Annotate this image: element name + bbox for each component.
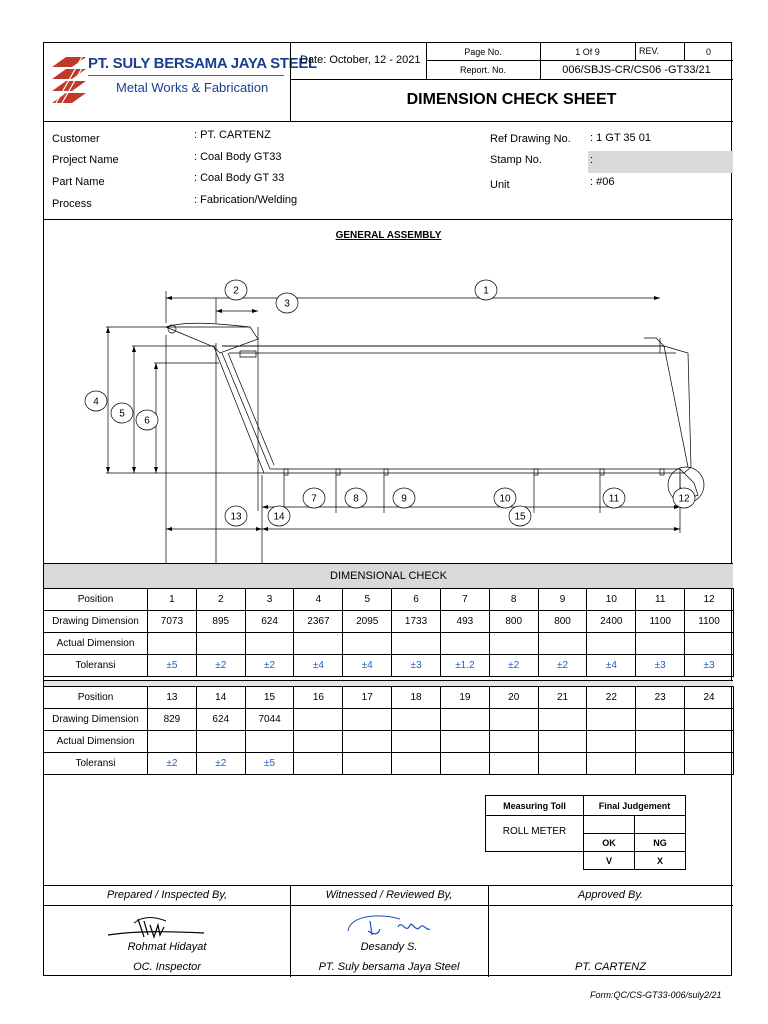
table-cell <box>538 709 587 731</box>
table-cell: 1 <box>148 589 197 611</box>
table-cell: 895 <box>196 611 245 633</box>
witnessed-by-label: Witnessed / Reviewed By, <box>325 889 453 901</box>
table-cell: ±5 <box>245 753 294 775</box>
table-cell: ±2 <box>196 655 245 677</box>
table-cell[interactable] <box>636 633 685 655</box>
part-name-value: : Coal Body GT 33 <box>194 172 285 184</box>
table-cell <box>392 709 441 731</box>
unit-label: Unit <box>490 179 510 191</box>
table-cell: ±5 <box>148 655 197 677</box>
table-cell: 1100 <box>636 611 685 633</box>
table-cell[interactable] <box>343 731 392 753</box>
ng-label: NG <box>635 834 686 852</box>
table-cell: ±4 <box>294 655 343 677</box>
table-row <box>44 687 734 709</box>
ref-drawing-label: Ref Drawing No. <box>490 133 571 145</box>
balloon-label: 10 <box>499 493 511 505</box>
row-label: Position <box>44 687 148 709</box>
table-cell[interactable] <box>148 633 197 655</box>
balloon-label: 3 <box>284 298 290 310</box>
table-cell <box>392 753 441 775</box>
table-cell: ±2 <box>489 655 538 677</box>
approved-by-label: Approved By. <box>577 889 644 901</box>
table-cell <box>685 753 734 775</box>
rev-label: REV. <box>639 46 660 56</box>
final-judgement-header: Final Judgement <box>584 796 686 816</box>
row-label: Position <box>44 589 148 611</box>
table-row <box>44 731 734 753</box>
measuring-tool-header: Measuring Toll <box>486 796 584 816</box>
table-cell: 1100 <box>685 611 734 633</box>
stamp-no-shade <box>588 151 733 173</box>
table-cell: 800 <box>538 611 587 633</box>
balloon-label: 4 <box>93 396 99 408</box>
project-name-value: : Coal Body GT33 <box>194 151 282 163</box>
table-cell: 800 <box>489 611 538 633</box>
table-cell <box>636 753 685 775</box>
table-cell[interactable] <box>245 633 294 655</box>
table-row <box>44 589 734 611</box>
table-cell <box>685 709 734 731</box>
check-sheet <box>43 42 732 976</box>
table-cell: 24 <box>685 687 734 709</box>
table-cell: 23 <box>636 687 685 709</box>
balloon-label: 5 <box>119 408 125 420</box>
table-cell[interactable] <box>148 731 197 753</box>
row-label: Actual Dimension <box>44 633 148 655</box>
table-cell: 624 <box>196 709 245 731</box>
report-no-value: 006/SBJS-CR/CS06 -GT33/21 <box>562 63 711 76</box>
table-cell[interactable] <box>392 731 441 753</box>
table-row <box>44 709 734 731</box>
table-cell[interactable] <box>538 731 587 753</box>
table-cell: ±1.2 <box>440 655 489 677</box>
table-cell[interactable] <box>587 731 636 753</box>
table-cell: 624 <box>245 611 294 633</box>
table-cell[interactable] <box>636 731 685 753</box>
part-name-label: Part Name <box>52 176 105 188</box>
table-row <box>44 655 734 677</box>
page-no-label: Page No. <box>464 46 502 57</box>
table-cell: 20 <box>489 687 538 709</box>
table-cell: ±3 <box>685 655 734 677</box>
table-cell[interactable] <box>245 731 294 753</box>
balloon-label: 11 <box>608 493 620 505</box>
row-label: Drawing Dimension <box>44 709 148 731</box>
dimension-table-1 <box>43 588 734 677</box>
ref-drawing-value: : 1 GT 35 01 <box>590 132 651 144</box>
rev-value: 0 <box>705 46 711 57</box>
customer-value: : PT. CARTENZ <box>194 129 271 141</box>
prepared-by-label: Prepared / Inspected By, <box>106 889 228 901</box>
table-cell[interactable] <box>538 633 587 655</box>
company-tagline: Metal Works & Fabrication <box>116 80 269 95</box>
table-cell[interactable] <box>489 633 538 655</box>
table-cell[interactable] <box>343 633 392 655</box>
project-name-label: Project Name <box>52 154 119 166</box>
stamp-no-label: Stamp No. <box>490 154 542 166</box>
table-cell: 16 <box>294 687 343 709</box>
table-cell: 13 <box>148 687 197 709</box>
table-cell: 21 <box>538 687 587 709</box>
table-row <box>44 611 734 633</box>
table-cell: 493 <box>440 611 489 633</box>
table-cell: 15 <box>245 687 294 709</box>
table-cell: 19 <box>440 687 489 709</box>
table-cell[interactable] <box>440 731 489 753</box>
table-cell: 829 <box>148 709 197 731</box>
table-cell: ±2 <box>148 753 197 775</box>
process-label: Process <box>52 198 92 210</box>
sheet-title: DIMENSION CHECK SHEET <box>406 91 617 108</box>
ng-mark: X <box>635 852 686 870</box>
balloon-label: 9 <box>401 493 407 505</box>
ok-label: OK <box>584 834 635 852</box>
row-label: Drawing Dimension <box>44 611 148 633</box>
witnessed-name: Desandy S. <box>360 941 418 953</box>
prepared-name: Rohmat Hidayat <box>127 941 207 953</box>
balloon-label: 15 <box>514 511 526 523</box>
balloon-label: 1 <box>483 285 489 297</box>
table-cell <box>587 753 636 775</box>
table-cell: 7 <box>440 589 489 611</box>
table-cell: 10 <box>587 589 636 611</box>
balloon-label: 2 <box>233 285 239 297</box>
table-cell: 11 <box>636 589 685 611</box>
table-cell: 12 <box>685 589 734 611</box>
table-row <box>44 633 734 655</box>
measuring-tool-value: ROLL METER <box>486 816 584 852</box>
balloon-label: 12 <box>678 493 690 505</box>
approved-role: PT. CARTENZ <box>575 961 646 973</box>
table-cell[interactable] <box>440 633 489 655</box>
company-logo <box>50 53 317 105</box>
balloon-label: 14 <box>273 511 285 523</box>
table-cell[interactable] <box>196 633 245 655</box>
row-label: Toleransi <box>44 655 148 677</box>
table-cell: ±2 <box>538 655 587 677</box>
table-cell <box>538 753 587 775</box>
dimension-table-2 <box>43 686 734 775</box>
table-cell: ±4 <box>343 655 392 677</box>
table-cell[interactable] <box>685 731 734 753</box>
table-row <box>44 753 734 775</box>
table-cell[interactable] <box>489 731 538 753</box>
table-cell: 18 <box>392 687 441 709</box>
table-cell: 1733 <box>392 611 441 633</box>
table-cell: 9 <box>538 589 587 611</box>
table-cell: 3 <box>245 589 294 611</box>
stamp-no-value: : <box>590 154 594 166</box>
table-cell: 2 <box>196 589 245 611</box>
table-cell <box>294 709 343 731</box>
logo-mark-icon <box>52 57 86 103</box>
table-cell <box>489 753 538 775</box>
page-no-value: 1 Of 9 <box>575 46 600 57</box>
table-cell: ±2 <box>245 655 294 677</box>
table-cell: ±4 <box>587 655 636 677</box>
table-cell: 6 <box>392 589 441 611</box>
table-cell: 17 <box>343 687 392 709</box>
witnessed-role: PT. Suly bersama Jaya Steel <box>318 961 460 973</box>
table-cell[interactable] <box>392 633 441 655</box>
table-cell: ±2 <box>196 753 245 775</box>
table-cell: 22 <box>587 687 636 709</box>
table-cell: ±3 <box>392 655 441 677</box>
balloon-label: 6 <box>144 415 150 427</box>
table-cell: 14 <box>196 687 245 709</box>
table-cell <box>489 709 538 731</box>
table-cell: 2095 <box>343 611 392 633</box>
table-cell: 5 <box>343 589 392 611</box>
table-cell <box>587 709 636 731</box>
unit-value: : #06 <box>590 176 615 188</box>
ok-mark: V <box>584 852 635 870</box>
table-cell <box>294 753 343 775</box>
report-no-label: Report. No. <box>459 64 507 75</box>
prepared-role: OC. Inspector <box>133 961 201 973</box>
table-cell <box>343 753 392 775</box>
row-label: Toleransi <box>44 753 148 775</box>
drawing-title: GENERAL ASSEMBLY <box>335 230 442 241</box>
table-cell: 2367 <box>294 611 343 633</box>
judgement-options <box>583 833 686 870</box>
table-cell <box>343 709 392 731</box>
table-cell <box>636 709 685 731</box>
table-cell[interactable] <box>685 633 734 655</box>
table-cell: 2400 <box>587 611 636 633</box>
table-cell: 8 <box>489 589 538 611</box>
balloon-label: 13 <box>230 511 242 523</box>
table-cell[interactable] <box>294 731 343 753</box>
document-date: Date: October, 12 - 2021 <box>300 54 421 66</box>
table-cell[interactable] <box>196 731 245 753</box>
process-value: : Fabrication/Welding <box>194 194 298 206</box>
table-cell[interactable] <box>294 633 343 655</box>
company-name-underline <box>88 75 284 76</box>
table-cell <box>440 753 489 775</box>
general-assembly-drawing <box>44 243 733 563</box>
company-name: PT. SULY BERSAMA JAYA STEEL <box>88 55 317 72</box>
table-cell: 7044 <box>245 709 294 731</box>
table-cell <box>440 709 489 731</box>
table-cell: 7073 <box>148 611 197 633</box>
table-cell[interactable] <box>587 633 636 655</box>
form-code: Form:QC/CS-GT33-006/suly2/21 <box>590 990 722 1000</box>
balloon-label: 7 <box>311 493 317 505</box>
customer-label: Customer <box>52 133 100 145</box>
table-cell: 4 <box>294 589 343 611</box>
row-label: Actual Dimension <box>44 731 148 753</box>
table-cell: ±3 <box>636 655 685 677</box>
balloon-label: 8 <box>353 493 359 505</box>
dimensional-check-title: DIMENSIONAL CHECK <box>44 564 733 588</box>
